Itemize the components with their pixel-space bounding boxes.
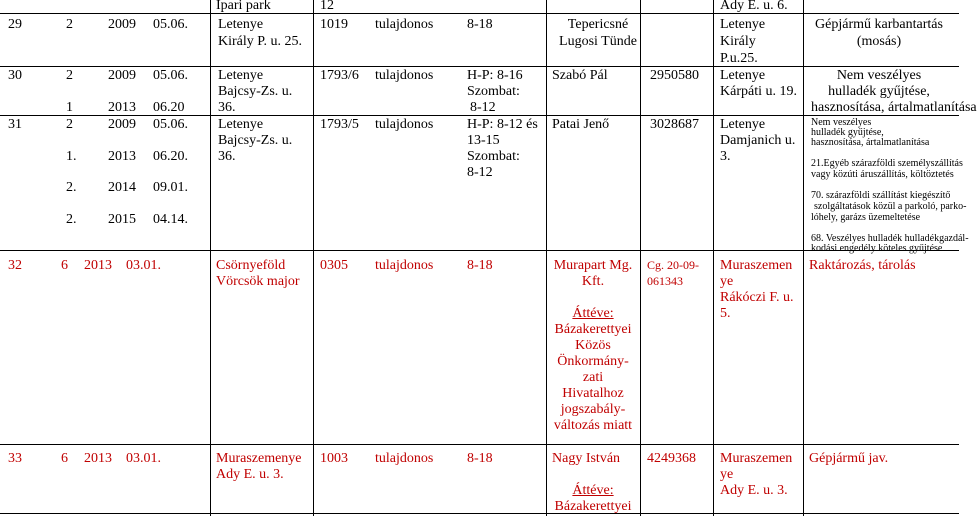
- year: 2015: [108, 212, 136, 227]
- address-line: Letenye: [218, 17, 264, 32]
- operator-line: Lugosi Tünde: [559, 34, 637, 49]
- year: 2013: [84, 451, 112, 466]
- seat-line: Letenye: [720, 17, 766, 32]
- registration-number: 3028687: [650, 117, 699, 132]
- row-number: 31: [8, 117, 22, 132]
- activity-small-line: hulladék gyűjtése,: [811, 127, 884, 138]
- district: 2: [66, 117, 73, 132]
- opening-hours: 8-12: [470, 100, 496, 115]
- activity-small-line: Nem veszélyes: [811, 117, 872, 128]
- rule-before-33: [0, 444, 959, 445]
- opening-hours: Szombat:: [467, 149, 520, 164]
- address-line: 36.: [218, 100, 236, 115]
- year: 2009: [108, 17, 136, 32]
- top-seat: Ady E. u. 6.: [720, 0, 788, 13]
- year: 2013: [84, 258, 112, 273]
- date: 03.01.: [126, 258, 161, 273]
- opening-hours: Szombat:: [467, 84, 520, 99]
- operator: Szabó Pál: [552, 68, 608, 83]
- activity-small-line: vagy közúti áruszállítás, költöztetés: [811, 169, 954, 180]
- col-divider-1: [210, 0, 211, 516]
- registration-number: 2950580: [650, 68, 699, 83]
- date: 05.06.: [153, 17, 188, 32]
- address-line: 36.: [218, 149, 236, 164]
- opening-hours: 13-15: [467, 133, 500, 148]
- rule-bottom: [0, 513, 959, 514]
- address-line: Muraszemenye: [216, 451, 302, 466]
- year: 2014: [108, 180, 136, 195]
- transfer-line: Közös: [575, 338, 611, 353]
- activity: Gépjármű jav.: [809, 451, 889, 466]
- activity-small-line: 70. szárazföldi szállítást kiegészítő: [811, 190, 951, 201]
- address-line: Letenye: [218, 68, 264, 83]
- district: 2: [66, 68, 73, 83]
- seat-line: Ady E. u. 3.: [720, 483, 788, 498]
- top-lot: 12: [320, 0, 334, 13]
- address-line: Király P. u. 25.: [218, 34, 302, 49]
- col-divider-5: [713, 0, 714, 516]
- activity-line: hulladék gyűjtése,: [828, 84, 930, 99]
- address-line: Bajcsy-Zs. u.: [218, 133, 293, 148]
- district: 2.: [66, 180, 77, 195]
- district: 2.: [66, 212, 77, 227]
- district: 1: [66, 100, 73, 115]
- date: 05.06.: [153, 68, 188, 83]
- date: 06.20: [153, 100, 185, 115]
- transfer-line: jogszabály-: [560, 402, 626, 417]
- seat-line: ye: [720, 467, 734, 482]
- lot-number: 1019: [320, 17, 348, 32]
- date: 05.06.: [153, 117, 188, 132]
- district: 1.: [66, 149, 77, 164]
- transfer-line: Hivatalhoz: [562, 386, 624, 401]
- registration-number: Cg. 20-09-: [647, 258, 699, 272]
- opening-hours: H-P: 8-16: [467, 68, 523, 83]
- address-line: Bajcsy-Zs. u.: [218, 84, 293, 99]
- activity: Raktározás, tárolás: [809, 258, 916, 273]
- activity-small-line: szolgáltatások közül a parkoló, parko-: [814, 201, 967, 212]
- activity-small-line: hasznosítása, ártalmatlanítása: [811, 137, 930, 148]
- district: 2: [66, 17, 73, 32]
- lot-number: 1003: [320, 451, 348, 466]
- date: 06.20.: [153, 149, 188, 164]
- registration-number: 061343: [647, 274, 683, 288]
- district: 6: [61, 451, 68, 466]
- address-line: Vörcsök major: [216, 274, 300, 289]
- activity-small-line: kodási engedély köteles gyűjtése: [811, 243, 943, 254]
- seat-line: Kárpáti u. 19.: [720, 84, 797, 99]
- year: 2009: [108, 68, 136, 83]
- transfer-line: Önkormány-: [557, 354, 629, 369]
- seat-line: P.u.25.: [720, 51, 758, 66]
- activity-small-line: lóhely, garázs üzemeltetése: [811, 212, 921, 223]
- seat-line: Letenye: [720, 68, 766, 83]
- activity-small-line: 68. Veszélyes hulladék hulladékgazdál-: [811, 233, 969, 244]
- row-number: 32: [8, 258, 22, 273]
- transfer-line: változás miatt: [553, 418, 633, 433]
- seat-line: ye: [720, 274, 734, 289]
- lot-number: 1793/6: [320, 68, 359, 83]
- date: 04.14.: [153, 212, 188, 227]
- year: 2013: [108, 149, 136, 164]
- ownership: tulajdonos: [375, 68, 434, 83]
- row-number: 29: [8, 17, 22, 32]
- transfer-line: Bázakerettyei: [554, 499, 632, 514]
- opening-hours: 8-18: [467, 17, 493, 32]
- year: 2009: [108, 117, 136, 132]
- lot-number: 1793/5: [320, 117, 359, 132]
- address-line: Letenye: [218, 117, 264, 132]
- activity-small-line: 21.Egyéb szárazföldi személyszállítás: [811, 158, 963, 169]
- activity-line: Nem veszélyes: [836, 68, 922, 83]
- transfer-label: Áttéve:: [572, 306, 614, 321]
- operator-line: Tepericsné: [567, 17, 629, 32]
- opening-hours: 8-18: [467, 451, 493, 466]
- seat-line: 5.: [720, 306, 731, 321]
- lot-number: 0305: [320, 258, 348, 273]
- row-number: 30: [8, 68, 22, 83]
- transfer-line: Bázakerettyei: [554, 322, 632, 337]
- seat-line: Muraszemen: [720, 451, 793, 466]
- seat-line: Letenye: [720, 117, 766, 132]
- seat-line: Rákóczi F. u.: [720, 290, 794, 305]
- ownership: tulajdonos: [375, 17, 434, 32]
- registration-number: 4249368: [647, 451, 696, 466]
- rule-top: [0, 13, 959, 14]
- row-number: 33: [8, 451, 22, 466]
- ownership: tulajdonos: [375, 451, 434, 466]
- col-divider-2: [313, 0, 314, 516]
- address-line: Csörnyeföld: [216, 258, 286, 273]
- address-line: Ady E. u. 3.: [216, 467, 284, 482]
- date: 09.01.: [153, 180, 188, 195]
- ownership: tulajdonos: [375, 117, 434, 132]
- operator-line: Kft.: [581, 274, 605, 289]
- year: 2013: [108, 100, 136, 115]
- operator: Patai Jenő: [552, 117, 610, 132]
- date: 03.01.: [126, 451, 161, 466]
- activity-line: (mosás): [856, 34, 902, 49]
- operator: Nagy István: [552, 451, 621, 466]
- opening-hours: 8-18: [467, 258, 493, 273]
- district: 6: [61, 258, 68, 273]
- col-divider-4: [640, 0, 641, 516]
- opening-hours: H-P: 8-12 és: [467, 117, 538, 132]
- seat-line: Damjanich u.: [720, 133, 796, 148]
- top-address: Ipari park: [216, 0, 271, 13]
- transfer-line: zati: [582, 370, 604, 385]
- seat-line: Király: [720, 34, 756, 49]
- operator-line: Murapart Mg.: [553, 258, 633, 273]
- opening-hours: 8-12: [467, 165, 493, 180]
- seat-line: Muraszemen: [720, 258, 793, 273]
- ownership: tulajdonos: [375, 258, 434, 273]
- activity-line: Gépjármű karbantartás: [815, 17, 943, 32]
- seat-line: 3.: [720, 149, 731, 164]
- transfer-label: Áttéve:: [572, 483, 614, 498]
- activity-line: hasznosítása, ártalmatlanítása: [811, 100, 977, 115]
